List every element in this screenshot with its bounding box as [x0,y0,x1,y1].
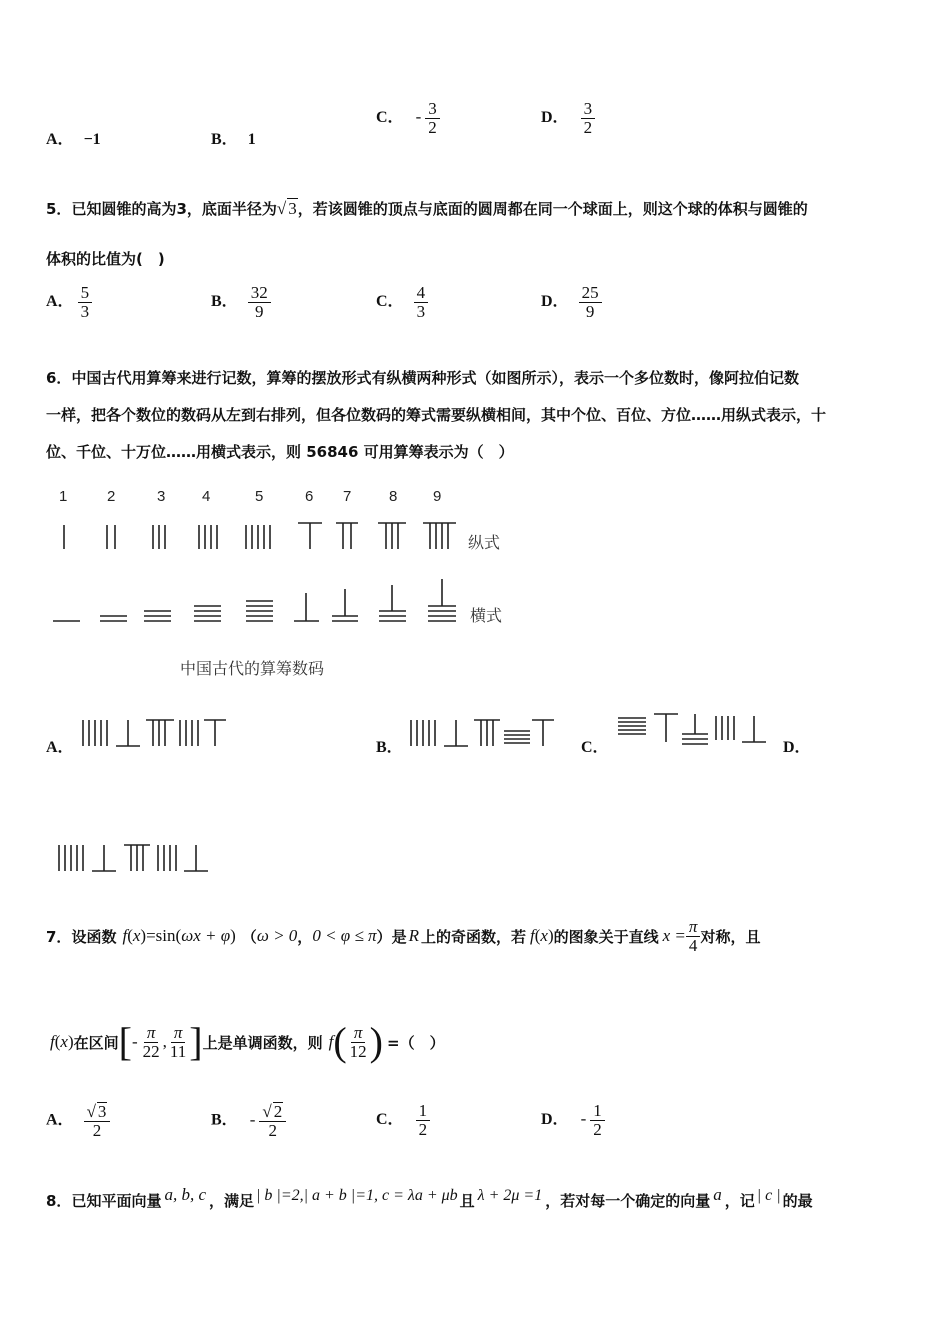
option-letter: C． [376,109,404,127]
numerator: √ 3 [84,1102,111,1122]
radicand: 3 [288,199,297,218]
vertical-9 [423,523,456,549]
q7-option-b [211,1102,286,1140]
math-x: x [60,1032,68,1051]
digit-label: 2 [107,488,116,505]
math-line-x: x = [662,926,686,945]
math-f: f [122,926,128,945]
numerator: 4 [414,284,429,303]
vertical-3 [153,525,165,549]
math-f: f [50,1032,55,1051]
paren: ) [67,1032,74,1051]
rod-numeral-figure [40,515,480,630]
option-letter: C． [376,1111,404,1129]
q6-stem-line3: 位、千位、十万位……用横式表示，则 56846 可用算筹表示为（ ） [46,443,514,461]
paren: ( [534,926,541,945]
math-f: f [328,1032,334,1051]
math-abs-c: | c | [756,1187,781,1204]
digit-label: 9 [433,488,442,505]
horizontal-8 [379,585,406,621]
denominator: 9 [254,302,264,321]
option-letter: B． [211,293,238,311]
q6-option-c-letter: C． [581,739,609,756]
q5-stem-line1 [46,198,808,219]
option-letter: B． [211,1111,238,1129]
option-letter: D． [541,293,569,311]
q8-stem-line1 [46,1185,813,1211]
math-f: f [529,926,535,945]
q4-option-a [46,126,101,149]
q6-option-d-rods [56,843,212,873]
horizontal-7 [332,589,358,621]
stem-text: 在区间 [73,1033,119,1052]
numerator: 3 [581,100,596,119]
fraction [78,284,93,321]
denominator: 11 [169,1041,187,1061]
q6-option-a-rods [80,718,230,748]
numerator: π [351,1024,366,1043]
q5-option-a [46,284,92,321]
fraction [248,284,271,321]
paren-left: ( [333,1019,347,1064]
math-x: x [132,926,141,945]
option-letter: C． [376,293,404,311]
option-letter: A． [46,131,74,148]
q4-option-c [376,100,440,137]
comma: , [162,1032,167,1051]
minus-sign: - [580,1109,587,1129]
math-arg: ωx + φ [181,926,231,945]
horizontal-2 [100,616,127,621]
vertical-6 [298,523,322,549]
stem-text: 中国古代用算筹来进行记数，算筹的摆放形式有纵横两种形式（如图所示），表示一个多位数时，像阿拉伯记数 [71,369,799,387]
option-letter: A． [46,293,74,311]
radicand: 2 [273,1102,283,1121]
horizontal-6 [294,593,319,621]
horizontal-3 [144,611,171,621]
stem-text: 已知圆锥的高为3，底面半径为 [71,200,277,218]
stem-text: ，若对每一个确定的向量 [545,1192,711,1210]
stem-text: 已知平面向量 [71,1192,162,1210]
fraction [579,284,602,321]
denominator: 9 [585,302,595,321]
paren: ) [547,926,554,945]
digit-label: 7 [343,488,352,505]
q7-stem-line2 [50,1012,445,1072]
math-x: x [540,926,548,945]
option-letter: D． [541,109,569,127]
fraction [590,1102,605,1139]
q6-option-b-rods [408,718,558,748]
math-omega-cond: ω > 0 [256,926,298,945]
q6-option-c-rods [616,712,768,750]
vertical-8 [378,523,406,549]
denominator: 2 [92,1121,102,1140]
stem-text: 设函数 [71,927,117,946]
numerator: 3 [425,100,440,119]
math-sin: =sin [146,926,176,945]
denominator: 2 [268,1121,278,1140]
fraction [581,100,596,137]
horizontal-9 [428,579,456,621]
paren: ( [175,926,182,945]
denominator: 2 [583,118,593,137]
paren: （ [241,927,257,946]
numerator: √ 2 [259,1102,286,1122]
stem-text: ，记 [724,1192,755,1210]
fraction [414,284,429,321]
denominator: 2 [428,118,437,137]
fraction [347,1024,370,1061]
denominator: 22 [142,1041,160,1061]
question-number: 8． [46,1192,72,1210]
digit-label: 5 [255,488,264,505]
paren: ） [376,927,392,946]
vertical-form-label: 纵式 [468,533,501,552]
math-a: a [713,1185,722,1204]
q6-stem-line2: 一样，把各个数位的数码从左到右排列，但各位数码的筹式需要纵横相间，其中个位、百位、方位……用纵式表示，十 [46,406,827,424]
q6-option-b-letter: B． [376,739,403,756]
q6-option-a-letter: A． [46,739,74,756]
numerator: 1 [590,1102,605,1121]
fraction [84,1102,111,1140]
digit-label: 1 [59,488,68,505]
radicand: 3 [97,1102,107,1121]
bracket-right: ] [189,1019,203,1064]
fraction [686,918,701,955]
comma: ， [297,927,313,946]
numerator: 5 [78,284,93,303]
math-condition2: λ + 2μ =1 [477,1187,543,1204]
denominator: 12 [349,1041,367,1061]
denominator: 2 [593,1120,602,1139]
q4-option-b [211,126,256,149]
minus-sign: - [131,1032,138,1051]
vertical-4 [199,525,217,549]
math-vectors: a, b, c [164,1185,206,1204]
digit-label: 3 [157,488,166,505]
vertical-2 [107,525,115,549]
paren-right: ) [369,1019,383,1064]
paren: ) [230,926,236,945]
math-R: R [408,926,419,945]
paren: ( [127,926,133,945]
q7-option-d [541,1102,605,1139]
minus-sign: - [249,1109,256,1129]
numerator: π [686,918,701,937]
digit-label: 6 [305,488,314,505]
minus-sign: - [415,107,422,127]
bracket-left: [ [118,1019,132,1064]
q7-option-a [46,1102,110,1140]
option-value: 1 [247,131,256,148]
stem-text: 的最 [782,1192,813,1210]
fraction [140,1024,163,1061]
denominator: 2 [418,1120,428,1139]
math-condition: | b |=2,| a + b |=1, c = λa + μb [256,1187,458,1204]
q7-stem-line1 [46,908,760,964]
q6-stem-line1 [46,367,799,388]
q5-option-b [211,284,271,321]
horizontal-4 [194,606,221,621]
fraction [259,1102,286,1140]
fraction [425,100,440,137]
denominator: 3 [80,302,90,321]
fraction [167,1024,189,1061]
option-letter: B． [211,131,238,148]
stem-text: 且 [459,1192,475,1210]
digit-label: 4 [202,488,211,505]
stem-text: 上的奇函数，若 [420,927,526,946]
figure-caption: 中国古代的算筹数码 [180,659,325,678]
numerator: π [171,1024,186,1043]
q7-option-c [376,1102,430,1139]
paren: ) [140,926,147,945]
numerator: 25 [579,284,602,303]
numerator: 32 [248,284,271,303]
option-letter: A． [46,1111,74,1129]
question-number: 6． [46,369,72,387]
q5-option-c [376,284,428,321]
fraction [416,1102,431,1139]
denominator: 3 [416,302,426,321]
math-phi-cond: 0 < φ ≤ π [312,926,377,945]
horizontal-form-label: 横式 [470,606,503,625]
numerator: π [144,1024,159,1043]
vertical-7 [336,523,358,549]
question-number: 7． [46,927,72,946]
denominator: 4 [688,935,698,955]
digit-label: 8 [389,488,398,505]
stem-text: 的图象关于直线 [553,927,659,946]
stem-text: ，满足 [209,1192,255,1210]
stem-text: =（ ） [387,1033,445,1052]
stem-text: 对称，且 [700,927,761,946]
stem-text: ，若该圆锥的顶点与底面的圆周都在同一个球面上，则这个球的体积与圆锥的 [297,200,808,218]
q5-stem-line2: 体积的比值为( ) [46,250,165,268]
sqrt-expression: √ 3 [276,199,297,218]
q5-option-d [541,284,602,321]
horizontal-5 [246,601,273,621]
q4-option-d [541,100,595,137]
q6-option-d-letter: D． [783,739,811,756]
numerator: 1 [416,1102,431,1121]
question-number: 5． [46,200,72,218]
stem-text: 是 [391,927,407,946]
vertical-5 [246,525,270,549]
paren: ( [54,1032,61,1051]
option-letter: D． [541,1111,569,1129]
stem-text: 上是单调函数，则 [202,1033,323,1052]
option-value: −1 [83,131,101,148]
